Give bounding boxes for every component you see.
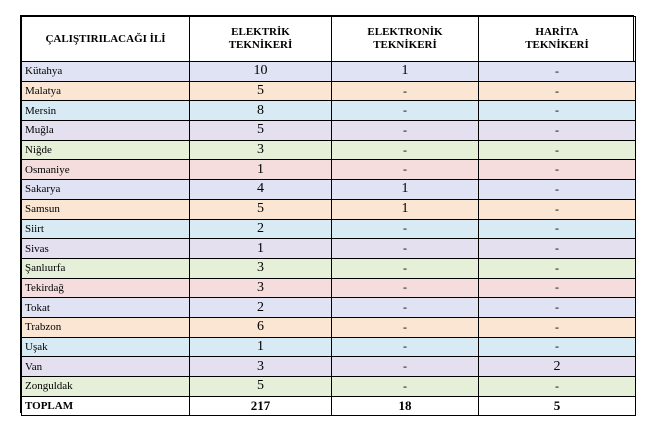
province-cell: Sakarya: [22, 180, 190, 200]
header-electric-line2: TEKNİKERİ: [228, 39, 293, 51]
header-map-line1: HARİTA: [535, 26, 579, 38]
header-electronic-line2: TEKNİKERİ: [373, 39, 437, 51]
electronic-count-cell: -: [332, 121, 479, 141]
table-row: [22, 377, 636, 397]
electric-count-cell: 8: [190, 101, 332, 121]
electric-count-cell: 5: [190, 121, 332, 141]
header-electronic-line1: ELEKTRONİK: [367, 26, 443, 38]
electric-count-cell: 3: [190, 278, 332, 298]
header-province-label: ÇALIŞTIRILACAĞI İLİ: [45, 32, 166, 45]
total-electronic: 18: [332, 396, 479, 416]
total-row: [22, 396, 636, 416]
province-cell: Tekirdağ: [22, 278, 190, 298]
electric-count-cell: 3: [190, 140, 332, 160]
electronic-count-cell: 1: [332, 62, 479, 82]
map-count-cell: -: [479, 337, 636, 357]
map-count-cell: 2: [479, 357, 636, 377]
province-cell: Mersin: [22, 101, 190, 121]
table-row: [22, 219, 636, 239]
electric-count-cell: 3: [190, 357, 332, 377]
electronic-count-cell: -: [332, 101, 479, 121]
electronic-count-cell: -: [332, 298, 479, 318]
map-count-cell: -: [479, 278, 636, 298]
province-cell: Trabzon: [22, 317, 190, 337]
table-row: [22, 160, 636, 180]
electric-count-cell: 2: [190, 298, 332, 318]
header-electronic-technician: [332, 17, 479, 62]
header-province: [22, 17, 190, 62]
total-electric: 217: [190, 396, 332, 416]
electric-count-cell: 3: [190, 258, 332, 278]
province-cell: Tokat: [22, 298, 190, 318]
province-cell: Van: [22, 357, 190, 377]
map-count-cell: -: [479, 140, 636, 160]
table-row: [22, 258, 636, 278]
electronic-count-cell: -: [332, 81, 479, 101]
province-cell: Osmaniye: [22, 160, 190, 180]
table-row: [22, 317, 636, 337]
electronic-count-cell: -: [332, 377, 479, 397]
table-row: [22, 101, 636, 121]
map-count-cell: -: [479, 81, 636, 101]
table-row: [22, 121, 636, 141]
table-row: [22, 62, 636, 82]
electronic-count-cell: -: [332, 140, 479, 160]
electric-count-cell: 4: [190, 180, 332, 200]
header-electric-technician: [190, 17, 332, 62]
electric-count-cell: 5: [190, 199, 332, 219]
electronic-count-cell: -: [332, 337, 479, 357]
table-row: [22, 357, 636, 377]
province-cell: Siirt: [22, 219, 190, 239]
table-body: [22, 62, 636, 416]
map-count-cell: -: [479, 62, 636, 82]
map-count-cell: -: [479, 298, 636, 318]
table: [21, 16, 636, 416]
province-cell: Samsun: [22, 199, 190, 219]
map-count-cell: -: [479, 258, 636, 278]
electric-count-cell: 2: [190, 219, 332, 239]
province-cell: Sivas: [22, 239, 190, 259]
electronic-count-cell: 1: [332, 180, 479, 200]
staff-distribution-table: [20, 15, 634, 413]
electronic-count-cell: -: [332, 357, 479, 377]
table-row: [22, 81, 636, 101]
map-count-cell: -: [479, 101, 636, 121]
electronic-count-cell: -: [332, 219, 479, 239]
map-count-cell: -: [479, 199, 636, 219]
electric-count-cell: 5: [190, 377, 332, 397]
table-row: [22, 140, 636, 160]
header-electric-line1: ELEKTRİK: [231, 26, 290, 38]
map-count-cell: -: [479, 377, 636, 397]
electric-count-cell: 5: [190, 81, 332, 101]
table-row: [22, 239, 636, 259]
table-row: [22, 298, 636, 318]
table-row: [22, 278, 636, 298]
electronic-count-cell: -: [332, 278, 479, 298]
map-count-cell: -: [479, 219, 636, 239]
electronic-count-cell: -: [332, 258, 479, 278]
province-cell: Şanlıurfa: [22, 258, 190, 278]
electronic-count-cell: -: [332, 239, 479, 259]
electric-count-cell: 1: [190, 239, 332, 259]
province-cell: Muğla: [22, 121, 190, 141]
province-cell: Zonguldak: [22, 377, 190, 397]
total-map: 5: [479, 396, 636, 416]
map-count-cell: -: [479, 239, 636, 259]
total-label: TOPLAM: [22, 396, 190, 416]
map-count-cell: -: [479, 121, 636, 141]
table-row: [22, 337, 636, 357]
map-count-cell: -: [479, 317, 636, 337]
table-row: [22, 180, 636, 200]
header-row: [22, 17, 636, 62]
electric-count-cell: 10: [190, 62, 332, 82]
electric-count-cell: 6: [190, 317, 332, 337]
electric-count-cell: 1: [190, 337, 332, 357]
header-map-line2: TEKNİKERİ: [525, 39, 589, 51]
electric-count-cell: 1: [190, 160, 332, 180]
province-cell: Kütahya: [22, 62, 190, 82]
map-count-cell: -: [479, 180, 636, 200]
province-cell: Uşak: [22, 337, 190, 357]
province-cell: Niğde: [22, 140, 190, 160]
map-count-cell: -: [479, 160, 636, 180]
electronic-count-cell: -: [332, 317, 479, 337]
electronic-count-cell: 1: [332, 199, 479, 219]
table-header: [22, 17, 636, 62]
electronic-count-cell: -: [332, 160, 479, 180]
province-cell: Malatya: [22, 81, 190, 101]
table-row: [22, 199, 636, 219]
header-map-technician: [479, 17, 636, 62]
